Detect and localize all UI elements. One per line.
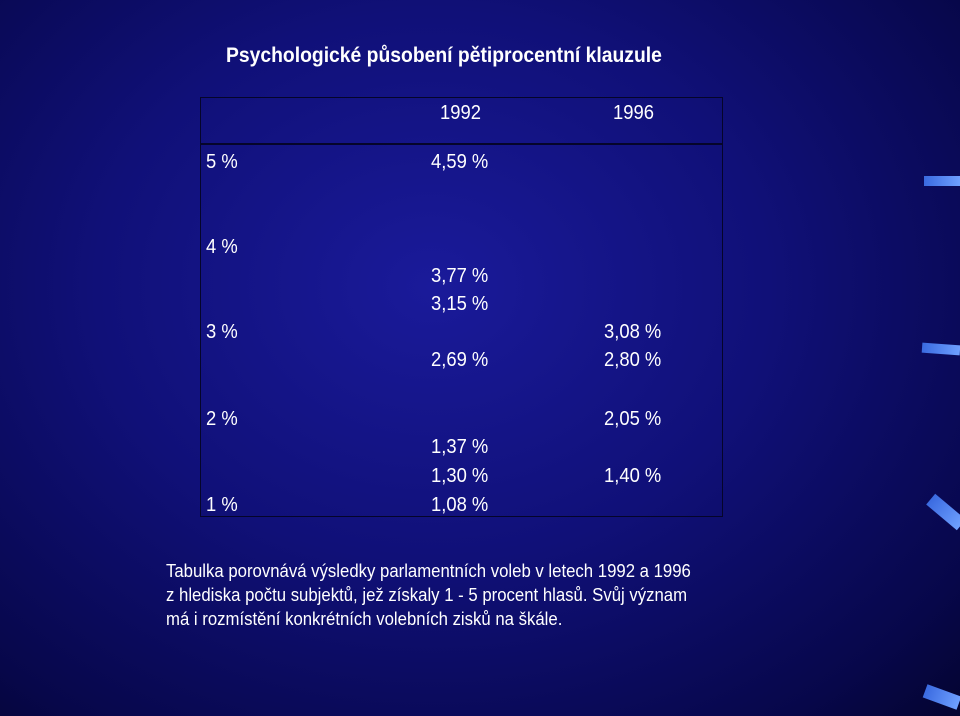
slide-title: Psychologické působení pětiprocentní klauzule	[226, 44, 662, 67]
scale-label-3: 3 %	[206, 321, 238, 343]
value-1996: 1,40 %	[604, 465, 662, 487]
scale-label-2: 2 %	[206, 408, 238, 430]
scale-label-4: 4 %	[206, 236, 238, 258]
scale-label-5: 5 %	[206, 151, 238, 173]
caption-line-3: má i rozmístění konkrétních volebních zisků na škále.	[166, 609, 563, 629]
year-1992-header: 1992	[440, 102, 481, 124]
value-1996: 2,05 %	[604, 408, 662, 430]
caption-line-2: z hlediska počtu subjektů, jež získaly 1 - 5 procent hlasů. Svůj význam	[166, 585, 688, 605]
value-1996: 3,08 %	[604, 321, 662, 343]
value-1992: 2,69 %	[431, 349, 489, 371]
decor-accent	[923, 684, 960, 709]
value-1992: 1,08 %	[431, 494, 489, 516]
decor-accent	[926, 494, 960, 530]
header-divider	[200, 143, 723, 145]
scale-label-1: 1 %	[206, 494, 238, 516]
value-1992: 1,30 %	[431, 465, 489, 487]
decor-accent	[922, 343, 960, 356]
value-1992: 3,77 %	[431, 265, 489, 287]
year-1996-header: 1996	[613, 102, 654, 124]
value-1992: 4,59 %	[431, 151, 489, 173]
value-1992: 3,15 %	[431, 293, 489, 315]
value-1996: 2,80 %	[604, 349, 662, 371]
value-1992: 1,37 %	[431, 436, 489, 458]
caption-line-1: Tabulka porovnává výsledky parlamentních voleb v letech 1992 a 1996	[166, 561, 691, 581]
decor-accent	[924, 176, 960, 186]
